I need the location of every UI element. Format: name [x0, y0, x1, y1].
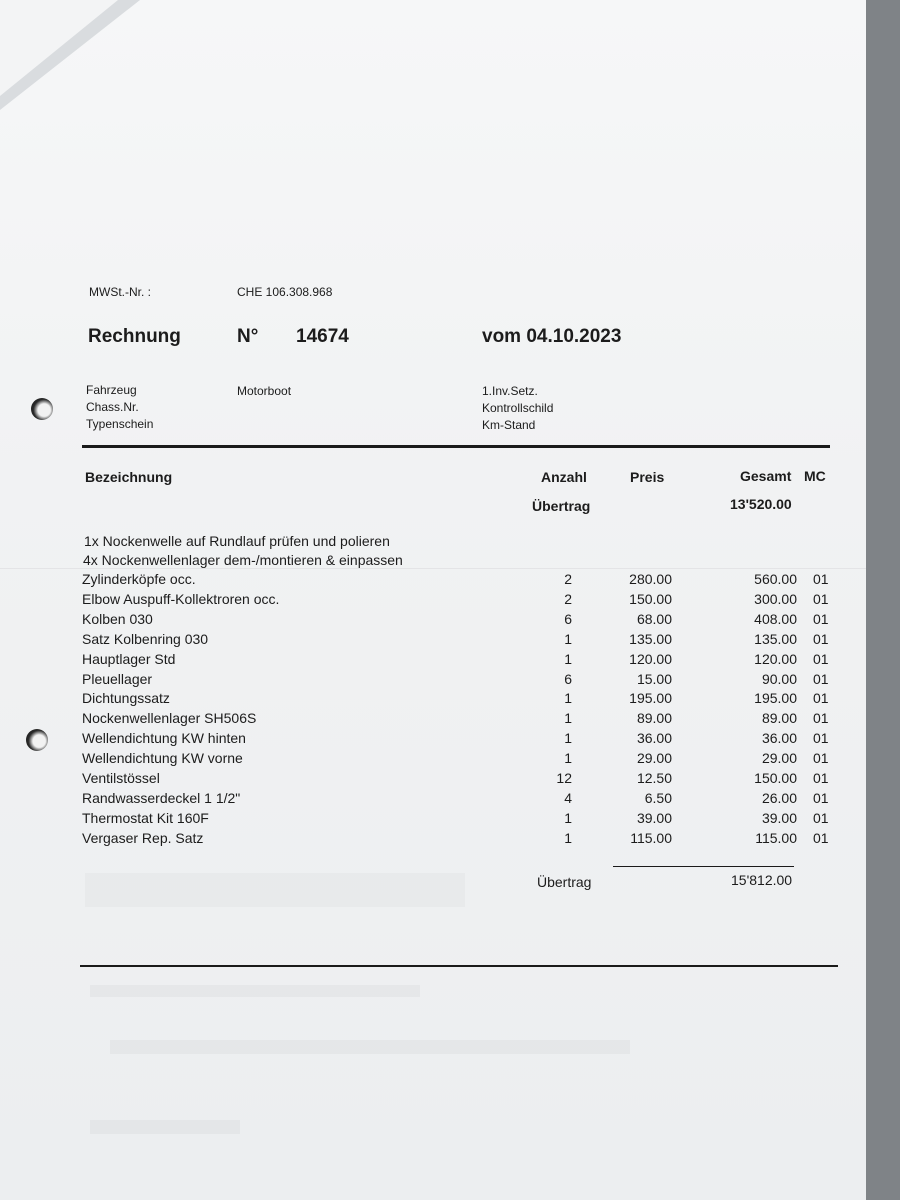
note-line: 4x Nockenwellenlager dem-/montieren & einpassen — [83, 552, 403, 568]
item-mc: 01 — [813, 590, 829, 607]
col-quantity: Anzahl — [541, 469, 587, 485]
item-total: 300.00 — [754, 590, 797, 607]
carry-in-value: 13'520.00 — [730, 496, 792, 512]
item-total: 560.00 — [754, 571, 797, 587]
item-quantity: 1 — [564, 650, 572, 667]
item-mc: 01 — [813, 670, 829, 687]
item-total: 195.00 — [754, 690, 797, 707]
item-description: Satz Kolbenring 030 — [82, 630, 209, 647]
item-price: 195.00 — [629, 690, 672, 707]
item-total: 115.00 — [755, 829, 797, 846]
item-mc: 01 — [813, 829, 829, 846]
item-total: 120.00 — [754, 650, 797, 667]
item-price: 135.00 — [629, 630, 672, 647]
vat-label: MWSt.-Nr. : — [89, 285, 151, 299]
table-row — [0, 690, 866, 710]
item-description: Ventilstössel — [82, 770, 160, 786]
invoice-number: 14674 — [296, 326, 349, 347]
header-divider — [82, 445, 830, 448]
item-mc: 01 — [813, 770, 829, 786]
item-total: 36.00 — [761, 730, 797, 747]
invoice-number-label: N° — [237, 326, 259, 347]
item-quantity: 6 — [564, 670, 572, 687]
invoice-date: vom 04.10.2023 — [482, 326, 622, 347]
item-price: 115.00 — [630, 829, 672, 846]
carry-in-label: Übertrag — [532, 498, 591, 514]
item-price: 68.00 — [636, 610, 672, 627]
item-price: 29.00 — [636, 750, 672, 767]
item-mc: 01 — [813, 710, 829, 727]
item-quantity: 1 — [564, 630, 572, 647]
item-mc: 01 — [813, 809, 829, 826]
fahrzeug-value: Motorboot — [237, 384, 292, 398]
item-mc: 01 — [813, 571, 829, 587]
typenschein-label: Typenschein — [86, 417, 154, 431]
item-quantity: 1 — [564, 750, 572, 767]
item-total: 89.00 — [761, 710, 797, 727]
item-description: Nockenwellenlager SH506S — [82, 710, 257, 727]
item-price: 280.00 — [629, 571, 672, 587]
fahrzeug-label: Fahrzeug — [86, 383, 137, 397]
note-line: 1x Nockenwelle auf Rundlauf prüfen und polieren — [84, 533, 390, 549]
item-total: 408.00 — [754, 610, 797, 627]
inverkehrsetzung-label: 1.Inv.Setz. — [482, 384, 538, 398]
table-row — [0, 770, 866, 790]
item-description: Dichtungssatz — [82, 690, 170, 707]
table-row — [0, 710, 866, 730]
carry-out-label: Übertrag — [537, 874, 592, 890]
item-price: 120.00 — [629, 650, 672, 667]
item-price: 36.00 — [636, 730, 672, 747]
item-quantity: 1 — [564, 829, 572, 846]
item-description: Randwasserdeckel 1 1/2" — [82, 789, 241, 806]
item-quantity: 1 — [564, 809, 572, 826]
bleed-through-mark — [90, 985, 420, 997]
kontrollschild-label: Kontrollschild — [482, 401, 554, 415]
item-mc: 01 — [813, 630, 829, 647]
item-mc: 01 — [813, 730, 829, 747]
item-price: 89.00 — [636, 710, 672, 727]
item-mc: 01 — [813, 610, 829, 627]
item-price: 15.00 — [636, 670, 672, 687]
item-mc: 01 — [813, 750, 829, 767]
item-total: 39.00 — [761, 809, 797, 826]
item-total: 150.00 — [754, 770, 797, 786]
chassis-label: Chass.Nr. — [86, 400, 139, 414]
col-price: Preis — [630, 469, 665, 485]
table-row — [0, 750, 866, 770]
col-mc: MC — [804, 468, 826, 484]
table-row — [0, 651, 866, 671]
item-price: 150.00 — [629, 590, 672, 607]
table-row — [0, 631, 866, 651]
bleed-through-mark — [90, 1120, 240, 1134]
item-quantity: 2 — [564, 571, 572, 587]
item-description: Vergaser Rep. Satz — [82, 829, 204, 846]
item-mc: 01 — [813, 789, 829, 806]
item-quantity: 1 — [564, 710, 572, 727]
item-price: 6.50 — [644, 789, 672, 806]
item-description: Kolben 030 — [82, 610, 153, 627]
document-title: Rechnung — [88, 326, 181, 347]
item-quantity: 2 — [564, 590, 572, 607]
table-row — [0, 830, 866, 850]
col-description: Bezeichnung — [85, 469, 173, 485]
item-description: Elbow Auspuff-Kollektroren occ. — [82, 590, 280, 607]
item-description: Hauptlager Std — [82, 650, 176, 667]
item-quantity: 1 — [564, 690, 572, 707]
table-row — [0, 591, 866, 611]
item-mc: 01 — [813, 650, 829, 667]
bleed-through-mark — [85, 873, 465, 907]
item-total: 90.00 — [761, 670, 797, 687]
table-row — [0, 810, 866, 830]
item-quantity: 6 — [564, 610, 572, 627]
table-row — [0, 671, 866, 691]
item-description: Pleuellager — [82, 670, 153, 687]
item-mc: 01 — [813, 690, 829, 707]
table-row — [0, 611, 866, 631]
col-total: Gesamt — [740, 468, 792, 484]
item-quantity: 12 — [556, 770, 572, 786]
item-description: Wellendichtung KW vorne — [82, 750, 243, 767]
item-total: 135.00 — [754, 630, 797, 647]
table-row — [0, 571, 866, 591]
item-description: Zylinderköpfe occ. — [82, 571, 196, 587]
page-curl-inner — [0, 0, 118, 96]
vat-number: CHE 106.308.968 — [237, 285, 333, 299]
item-price: 39.00 — [636, 809, 672, 826]
bleed-through-mark — [110, 1040, 630, 1054]
punch-hole-top — [31, 398, 53, 420]
item-description: Wellendichtung KW hinten — [82, 730, 246, 747]
item-price: 12.50 — [636, 770, 672, 786]
item-quantity: 1 — [564, 730, 572, 747]
carry-out-value: 15'812.00 — [731, 872, 793, 888]
item-total: 26.00 — [761, 789, 797, 806]
subtotal-rule — [613, 866, 794, 867]
table-row — [0, 730, 866, 750]
item-quantity: 4 — [564, 789, 572, 806]
item-total: 29.00 — [761, 750, 797, 767]
km-stand-label: Km-Stand — [482, 418, 536, 432]
item-description: Thermostat Kit 160F — [82, 809, 209, 826]
paper-fold — [0, 568, 866, 569]
footer-divider — [80, 965, 838, 967]
table-row — [0, 790, 866, 810]
